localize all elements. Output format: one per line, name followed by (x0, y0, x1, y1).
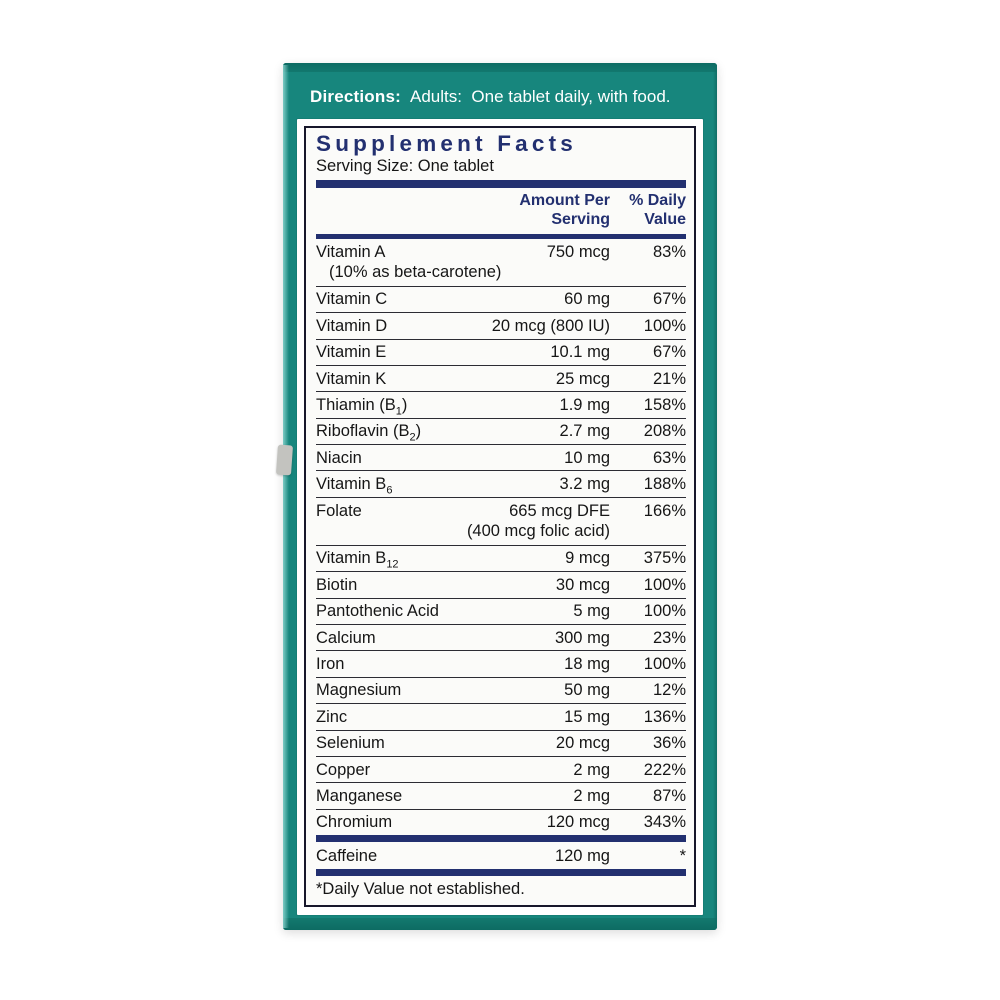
nutrient-name: Zinc (316, 707, 348, 726)
nutrient-amount: 3.2 mg (559, 475, 610, 494)
nutrient-amount: 300 mg (554, 628, 610, 647)
table-row (316, 571, 686, 597)
table-row (316, 418, 686, 444)
footnote: *Daily Value not established. (316, 880, 525, 899)
table-row (316, 677, 686, 703)
nutrient-name: Chromium (316, 813, 393, 832)
nutrient-daily-value: 67% (652, 290, 686, 309)
nutrient-daily-value: 83% (652, 243, 686, 262)
nutrient-name: Vitamin D (316, 316, 388, 335)
nutrient-amount: 665 mcg DFE (509, 502, 610, 521)
caffeine-row (316, 842, 686, 869)
nutrient-amount: 1.9 mg (559, 395, 610, 414)
nutrient-daily-value: 12% (652, 681, 686, 700)
serving-size: Serving Size: One tablet (316, 157, 494, 176)
nutrient-amount: 2 mg (573, 760, 610, 779)
nutrient-name: Vitamin A (316, 243, 386, 262)
nutrient-amount: 750 mcg (546, 243, 610, 262)
table-row (316, 782, 686, 808)
nutrient-amount: 30 mcg (555, 575, 610, 594)
table-row (316, 365, 686, 391)
nutrient-daily-value: 67% (652, 343, 686, 362)
table-row (316, 497, 686, 545)
nutrient-daily-value: 87% (652, 786, 686, 805)
nutrient-amount: 10.1 mg (550, 343, 610, 362)
nutrient-daily-value: 136% (643, 707, 686, 726)
nutrient-name: Caffeine (316, 846, 378, 865)
supplement-facts-border (304, 126, 696, 907)
nutrient-name: Vitamin $B_{12}$ (316, 549, 399, 571)
nutrient-amount: 2.7 mg (559, 422, 610, 441)
nutrient-name: Riboflavin $(B_2)$ (316, 422, 422, 444)
nutrient-daily-value: 375% (643, 549, 686, 568)
nutrient-name: Manganese (316, 786, 403, 805)
nutrient-name: Niacin (316, 448, 362, 467)
nutrient-name: Calcium (316, 628, 376, 647)
nutrient-subline: (400 mcg folic acid) (466, 522, 610, 541)
supplement-box (283, 63, 717, 930)
nutrient-subline: (10% as beta-carotene) (329, 263, 502, 282)
nutrient-daily-value: 63% (652, 448, 686, 467)
nutrient-name: Vitamin $B_6$ (316, 475, 393, 497)
nutrient-daily-value: 166% (643, 502, 686, 521)
table-row (316, 286, 686, 312)
amount-column-header: Amount Per Serving (519, 191, 610, 228)
nutrient-amount: 15 mg (564, 707, 610, 726)
divider-thick (316, 180, 686, 188)
nutrient-amount: 9 mcg (565, 549, 610, 568)
nutrient-daily-value: 343% (643, 813, 686, 832)
daily-value-column-header: % Daily Value (629, 191, 686, 228)
column-headers (316, 188, 686, 233)
nutrient-daily-value: 222% (643, 760, 686, 779)
nutrient-daily-value: 100% (643, 575, 686, 594)
nutrient-amount: 120 mcg (546, 813, 610, 832)
directions-label: Directions: (310, 87, 401, 106)
nutrient-amount: 120 mg (554, 846, 610, 865)
table-row (316, 650, 686, 676)
nutrient-daily-value: 158% (643, 395, 686, 414)
table-row (316, 444, 686, 470)
nutrient-name: Folate (316, 502, 362, 521)
table-row (316, 339, 686, 365)
nutrient-name: Vitamin E (316, 343, 387, 362)
table-row (316, 756, 686, 782)
divider-thick (316, 835, 686, 842)
nutrient-amount: 50 mg (564, 681, 610, 700)
table-row (316, 809, 686, 835)
table-row (316, 391, 686, 417)
box-edge-sticker (276, 445, 293, 476)
table-row (316, 703, 686, 729)
nutrient-amount: 60 mg (564, 290, 610, 309)
nutrient-amount: 25 mcg (555, 369, 610, 388)
nutrient-table (316, 239, 686, 835)
nutrient-name: Selenium (316, 734, 385, 753)
nutrient-name: Biotin (316, 575, 358, 594)
panel-title: Supplement Facts (316, 131, 577, 156)
nutrient-name: Pantothenic Acid (316, 602, 439, 621)
box-top-edge (283, 63, 717, 72)
table-row (316, 624, 686, 650)
table-row (316, 470, 686, 496)
directions-text: Adults: One tablet daily, with food. (410, 87, 671, 106)
nutrient-amount: 18 mg (564, 655, 610, 674)
divider-thick (316, 869, 686, 876)
nutrient-amount: 20 mcg (555, 734, 610, 753)
nutrient-daily-value: 208% (643, 422, 686, 441)
nutrient-daily-value: 100% (643, 655, 686, 674)
table-row (316, 545, 686, 571)
nutrient-amount: 20 mcg (800 IU) (491, 316, 610, 335)
nutrient-name: Magnesium (316, 681, 402, 700)
nutrient-daily-value: 23% (652, 628, 686, 647)
nutrient-name: Iron (316, 655, 345, 674)
nutrient-name: Vitamin C (316, 290, 388, 309)
box-left-highlight (283, 65, 289, 928)
box-right-shade (713, 65, 717, 928)
nutrient-name: Copper (316, 760, 371, 779)
nutrient-daily-value: * (679, 846, 686, 865)
box-bottom-edge (283, 918, 717, 930)
table-row (316, 239, 686, 286)
table-row (316, 598, 686, 624)
directions-line (310, 87, 701, 107)
nutrient-name: Thiamin $(B_1)$ (316, 395, 408, 418)
nutrient-daily-value: 21% (652, 369, 686, 388)
table-row (316, 730, 686, 756)
nutrient-daily-value: 100% (643, 316, 686, 335)
nutrient-amount: 5 mg (573, 602, 610, 621)
table-row (316, 312, 686, 338)
nutrient-amount: 10 mg (564, 448, 610, 467)
nutrient-daily-value: 36% (652, 734, 686, 753)
nutrient-name: Vitamin K (316, 369, 387, 388)
supplement-facts-panel (297, 119, 703, 915)
nutrient-amount: 2 mg (573, 786, 610, 805)
nutrient-daily-value: 100% (643, 602, 686, 621)
nutrient-daily-value: 188% (643, 475, 686, 494)
